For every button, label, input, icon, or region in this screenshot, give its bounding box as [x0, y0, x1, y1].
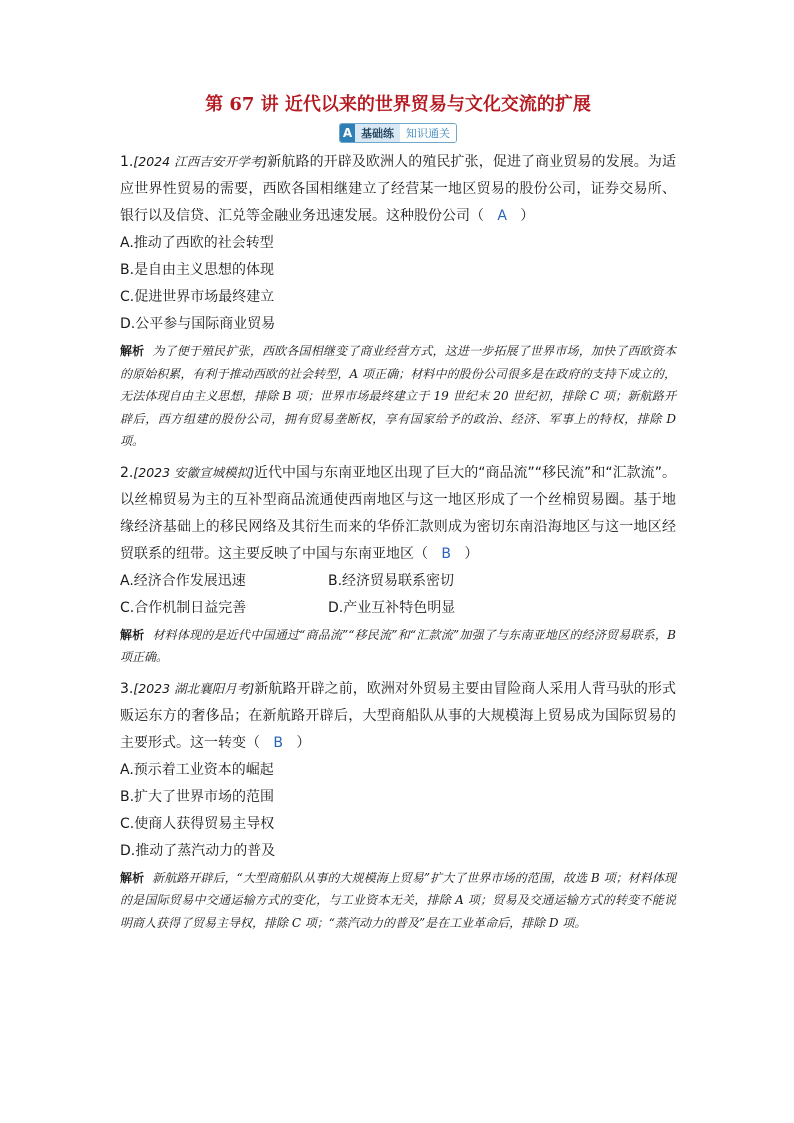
- question-2: [120, 459, 676, 669]
- page: [120, 92, 676, 940]
- explanation-label: 解析: [120, 870, 145, 885]
- question-source: [2023 湖北襄阳月考]: [133, 680, 255, 696]
- explanation-text: 新航路开辟后，“大型商船队从事的大规模海上贸易”扩大了世界市场的范围，故选 B 项；材料体现的是国际贸易中交通运输方式的变化，与工业资本无关，排除 A 项；贸易及交通运输方式的转变不能说明商人获得了贸易主导权，排除 C 项；“蒸汽动力的普及”是在工业革命后，排除 D 项。: [120, 870, 676, 930]
- explanation-text: 材料体现的是近代中国通过“商品流”“移民流”和“汇款流”加强了与东南亚地区的经济贸易联系，B 项正确。: [120, 627, 676, 664]
- question-number: 2.: [120, 464, 134, 481]
- answer-letter: A: [497, 208, 507, 224]
- explanation-text: 为了便于殖民扩张，西欧各国相继变了商业经营方式，这进一步拓展了世界市场，加快了西欧资本的原始积累，有利于推动西欧的社会转型，A 项正确；材料中的股份公司很多是在政府的支持下成立的，无法体现自由主义思想，排除 B 项；世界市场最终建立于 19 世纪末 20 世纪初，排除 C 项；新航路开辟后，西方组建的股份公司，拥有贸易垄断权，享有国家给予的政治、经济、军事上的特权，排除 D 项。: [120, 344, 676, 448]
- question-source: [2023 安徽宣城模拟]: [133, 464, 254, 480]
- explanation: [120, 340, 676, 453]
- question-text: 新航路的开辟及欧洲人的殖民扩张，促进了商业贸易的发展。为适应世界性贸易的需要，西欧各国相继建立了经营某一地区贸易的股份公司，证券交易所、银行以及信贷、汇兑等金融业务迅速发展。这种股份公司（: [120, 154, 677, 224]
- option-c: C.促进世界市场最终建立: [120, 289, 275, 305]
- explanation: [120, 624, 676, 669]
- option-a: A.推动了西欧的社会转型: [120, 235, 274, 251]
- option-b: B.扩大了世界市场的范围: [120, 788, 275, 805]
- explanation-label: 解析: [120, 344, 145, 358]
- explanation-label: 解析: [120, 627, 145, 642]
- answer-letter: B: [273, 734, 283, 751]
- option-a: A.预示着工业资本的崛起: [120, 761, 274, 778]
- question-3: [120, 675, 676, 935]
- explanation: [120, 867, 676, 935]
- question-number: 1.: [120, 154, 134, 170]
- section-header: [120, 123, 676, 143]
- question-stem: [120, 148, 676, 230]
- page-title: 第 67 讲 近代以来的世界贸易与文化交流的扩展: [205, 94, 591, 115]
- question-1: [120, 148, 676, 453]
- option-a: A.经济合作发展迅速: [120, 572, 246, 589]
- option-row: [120, 568, 676, 595]
- question-stem-end: ）: [296, 734, 311, 751]
- question-source: [2024 江西吉安开学考]: [133, 154, 268, 169]
- question-text: 新航路开辟之前，欧洲对外贸易主要由冒险商人采用人背马驮的形式贩运东方的奢侈品；在新航路开辟后，大型商船队从事的大规模海上贸易成为国际贸易的主要形式。这一转变（: [120, 680, 676, 751]
- option-c: C.合作机制日益完善: [120, 599, 247, 616]
- section-label-basic: 基础练: [355, 124, 400, 142]
- question-stem-end: ）: [464, 545, 479, 562]
- question-stem: [120, 459, 676, 568]
- option-d: D.公平参与国际商业贸易: [120, 316, 276, 332]
- option-b: B.经济贸易联系密切: [328, 572, 455, 589]
- question-text: 近代中国与东南亚地区出现了巨大的“商品流”“移民流”和“汇款流”。以丝棉贸易为主的互补型商品流通使西南地区与这一地区形成了一个丝棉贸易圈。基于地缘经济基础上的移民网络及其衍生而来的华侨汇款则成为密切东南沿海地区与这一地区经贸联系的纽带。这主要反映了中国与东南亚地区（: [120, 464, 676, 562]
- question-stem: [120, 675, 676, 757]
- option-d: D.推动了蒸汽动力的普及: [120, 842, 276, 859]
- section-a-icon: A: [340, 124, 355, 142]
- answer-letter: B: [441, 545, 451, 562]
- question-stem-end: ）: [520, 208, 535, 224]
- section-badge: [339, 123, 457, 143]
- section-label-knowledge: 知识通关: [400, 124, 456, 142]
- option-row: [120, 595, 676, 622]
- question-number: 3.: [120, 680, 134, 697]
- option-b: B.是自由主义思想的体现: [120, 262, 275, 278]
- option-c: C.使商人获得贸易主导权: [120, 815, 275, 832]
- option-d: D.产业互补特色明显: [328, 599, 456, 616]
